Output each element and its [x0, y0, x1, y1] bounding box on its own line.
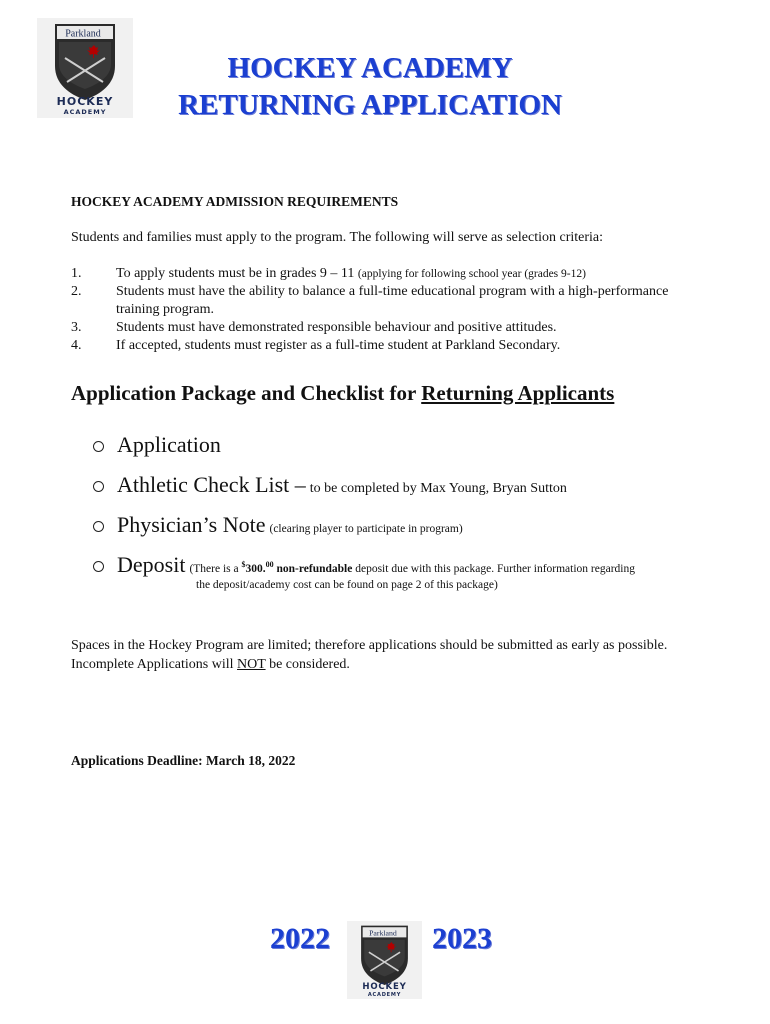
footer-logo-academy-text: ACADEMY: [367, 991, 402, 998]
applications-deadline: Applications Deadline: March 18, 2022: [71, 753, 296, 768]
checklist-item-athletic[interactable]: [93, 472, 713, 498]
requirements-list: [71, 265, 671, 355]
deposit-currency: $: [241, 560, 246, 570]
footer-year-right: 2023: [432, 922, 492, 955]
deposit-cents: 00: [265, 560, 274, 570]
checkbox-circle-icon[interactable]: [93, 561, 104, 572]
checklist-label: Athletic Check List –: [117, 472, 306, 497]
requirement-number: 2.: [71, 284, 82, 299]
footer-logo: [347, 921, 422, 999]
checklist-label: Application: [117, 432, 221, 457]
checkbox-circle-icon[interactable]: [93, 441, 104, 452]
requirement-text: Students must have demonstrated responsible behaviour and positive attitudes.: [116, 320, 557, 335]
deposit-note-pre: (There is a: [189, 563, 239, 575]
spaces-text-post: be considered.: [265, 657, 350, 672]
package-heading-prefix: Application Package and Checklist for: [71, 381, 422, 405]
deposit-note-line2: the deposit/academy cost can be found on page 2 of this package): [196, 579, 498, 591]
title-line-2: RETURNING APPLICATION: [178, 89, 562, 121]
checkbox-circle-icon[interactable]: [93, 481, 104, 492]
logo-academy-text: ACADEMY: [63, 108, 107, 116]
deposit-amount: 300.: [245, 563, 266, 575]
requirement-number: 4.: [71, 338, 82, 353]
footer-logo-hockey-text: HOCKEY: [362, 981, 407, 992]
package-heading-underlined: Returning Applicants: [421, 381, 615, 405]
checkbox-circle-icon[interactable]: [93, 521, 104, 532]
requirement-number: 3.: [71, 320, 82, 335]
requirement-text: Students must have the ability to balance a full-time educational program with a high-performance training program.: [116, 284, 669, 317]
requirement-text: To apply students must be in grades 9 – 11: [116, 266, 355, 281]
requirement-item: [71, 265, 671, 283]
logo-shield-icon: [37, 18, 133, 118]
page-title: [150, 50, 590, 124]
checklist-label: Physician’s Note: [117, 512, 266, 537]
requirement-item: [71, 283, 671, 319]
deposit-note: [189, 560, 635, 575]
title-line-1: HOCKEY ACADEMY: [227, 52, 513, 84]
requirement-number: 1.: [71, 266, 82, 281]
requirement-item: [71, 337, 671, 355]
requirements-intro: Students and families must apply to the program. The following will serve as selection criteria:: [71, 230, 604, 245]
requirement-item: [71, 319, 671, 337]
deposit-non-refundable: non-refundable: [276, 563, 353, 575]
package-checklist: [93, 432, 713, 605]
footer-year-left: 2022: [270, 922, 330, 955]
checklist-item-physician[interactable]: [93, 512, 713, 538]
logo-parkland-text: Parkland: [65, 28, 101, 40]
checklist-label: Deposit: [117, 552, 186, 577]
deposit-note-post: deposit due with this package. Further information regarding: [355, 563, 635, 575]
package-heading: [71, 381, 614, 406]
spaces-not-underlined: NOT: [237, 657, 266, 672]
checklist-note: (clearing player to participate in program): [269, 523, 463, 535]
checklist-item-application[interactable]: [93, 432, 713, 458]
checklist-item-deposit[interactable]: [93, 552, 713, 591]
requirement-text: If accepted, students must register as a full-time student at Parkland Secondary.: [116, 338, 561, 353]
logo-hockey-text: HOCKEY: [56, 95, 114, 108]
footer-logo-parkland-text: Parkland: [369, 928, 397, 938]
parkland-hockey-academy-logo: [37, 18, 133, 118]
spaces-text-pre: Spaces in the Hockey Program are limited; therefore applications should be submitted as early as possible. Incomplete Applications will: [71, 638, 668, 672]
requirement-note: (applying for following school year (grades 9-12): [357, 268, 586, 280]
spaces-paragraph: [71, 636, 691, 674]
checklist-note: to be completed by Max Young, Bryan Sutton: [309, 481, 567, 496]
footer-logo-shield-icon: [347, 921, 422, 999]
requirements-heading: HOCKEY ACADEMY ADMISSION REQUIREMENTS: [71, 194, 399, 209]
